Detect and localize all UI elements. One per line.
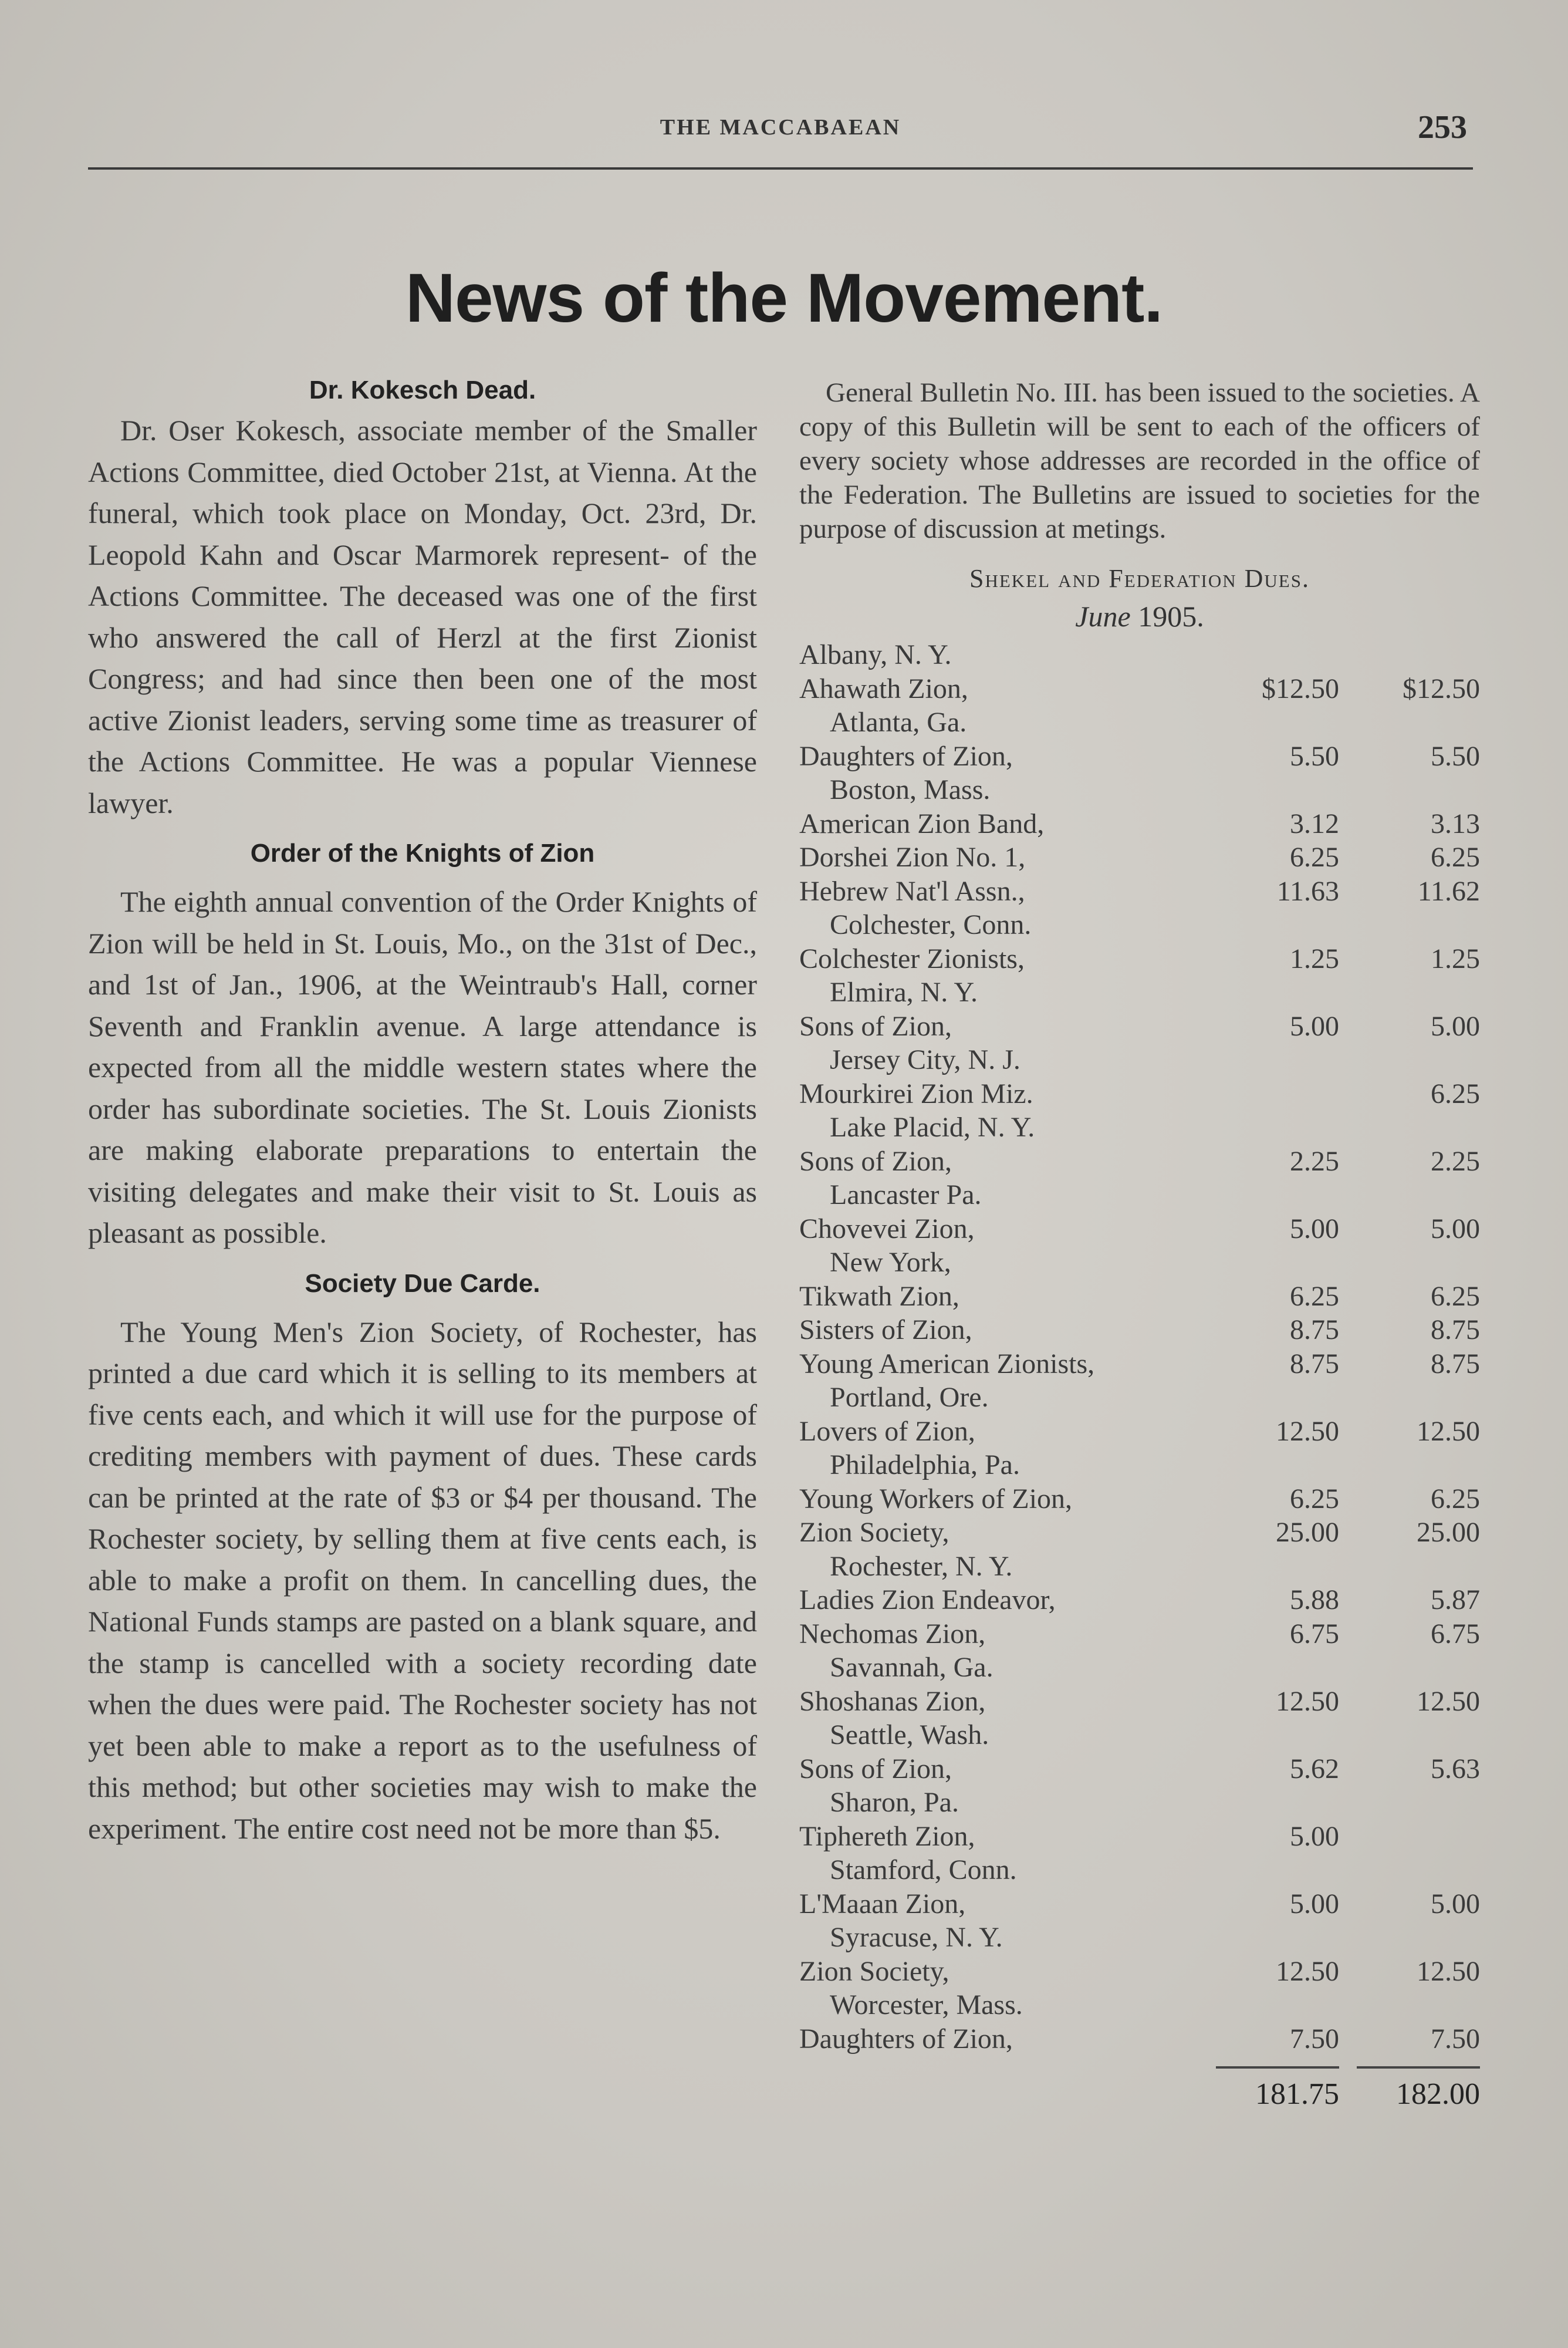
right-column [799, 376, 1480, 2109]
dues-society-row [799, 2022, 1480, 2056]
shekel-amount: 6.75 [1290, 1618, 1339, 1649]
dues-society-row [799, 942, 1480, 976]
federation-amount: 5.50 [1431, 740, 1480, 772]
dues-city-row [799, 1550, 1480, 1584]
city-name: Worcester, Mass. [830, 1989, 1023, 2020]
dues-society-row [799, 1347, 1480, 1381]
section-heading: Order of the Knights of Zion [250, 839, 595, 868]
federation-amount: 5.00 [1431, 1213, 1480, 1244]
dues-city-row [799, 1111, 1480, 1145]
shekel-amount: 5.88 [1290, 1584, 1339, 1615]
society-name: Colchester Zionists, [799, 943, 1025, 974]
running-header [88, 109, 1473, 170]
federation-amount: 12.50 [1417, 1415, 1480, 1447]
section-heading: Dr. Kokesch Dead. [309, 376, 536, 404]
federation-amount: 8.75 [1431, 1348, 1480, 1379]
dues-society-row [799, 1516, 1480, 1550]
dues-table [799, 638, 1480, 2056]
society-name: Nechomas Zion, [799, 1618, 986, 1649]
dues-society-row [799, 1010, 1480, 1044]
dues-society-row [799, 875, 1480, 909]
society-name: L'Maaan Zion, [799, 1888, 966, 1919]
shekel-amount: $12.50 [1262, 673, 1339, 704]
city-name: Colchester, Conn. [830, 909, 1032, 940]
society-name: Sisters of Zion, [799, 1314, 972, 1345]
federation-amount: 6.25 [1431, 1078, 1480, 1109]
city-name: Savannah, Ga. [830, 1652, 993, 1683]
society-name: Sons of Zion, [799, 1010, 952, 1042]
society-name: Chovevei Zion, [799, 1213, 975, 1244]
city-name: Philadelphia, Pa. [830, 1449, 1020, 1480]
federation-amount: 3.13 [1431, 808, 1480, 839]
federation-amount: 11.62 [1417, 875, 1480, 907]
society-name: Tiphereth Zion, [799, 1820, 975, 1852]
federation-amount: 5.00 [1431, 1888, 1480, 1919]
section-heading: Society Due Carde. [305, 1269, 540, 1298]
bulletin-paragraph: General Bulletin No. III. has been issued to the societies. A copy of this Bulletin will be sent to each of the officers of every society whose addresses are recorded in the office of the Federation. The Bulletins are issued to societies for the purpose of discussion at metings. [799, 377, 1480, 544]
city-name: Seattle, Wash. [830, 1719, 989, 1750]
city-name: Portland, Ore. [830, 1382, 989, 1413]
total-rule [1357, 2066, 1480, 2069]
city-name: Jersey City, N. J. [830, 1044, 1020, 1075]
society-name: Dorshei Zion No. 1, [799, 842, 1026, 873]
dues-society-row [799, 1077, 1480, 1111]
total-amount-1: 181.75 [1255, 2077, 1339, 2111]
shekel-amount: 12.50 [1276, 1955, 1339, 1987]
society-name: Zion Society, [799, 1517, 949, 1548]
federation-amount: 6.25 [1431, 842, 1480, 873]
society-name: American Zion Band, [799, 808, 1045, 839]
shekel-amount: 5.00 [1290, 1010, 1339, 1042]
shekel-amount: 8.75 [1290, 1314, 1339, 1345]
federation-amount: 12.50 [1417, 1955, 1480, 1987]
society-name: Ahawath Zion, [799, 673, 968, 704]
dues-city-row [799, 706, 1480, 740]
city-name: Boston, Mass. [830, 774, 991, 805]
society-name: Sons of Zion, [799, 1753, 952, 1784]
society-name: Daughters of Zion, [799, 2023, 1013, 2054]
section-body: Dr. Oser Kokesch, associate member of the Smaller Actions Committee, died October 21st, at Vienna. At the funeral, which took place on Monday, Oct. 23rd, Dr. Leopold Kahn and Oscar Marmorek represent- of the Actions Committee. The deceased was one of the first who answered the call of Herzl at the first Zionist Congress; and had since then been one of the most active Zionist leaders, serving some time as treasurer of the Actions Committee. He was a popular Viennese lawyer. [88, 414, 757, 819]
dues-society-row [799, 1820, 1480, 1854]
running-title: THE MACCABAEAN [660, 115, 901, 140]
dues-city-row [799, 1853, 1480, 1887]
dues-society-row [799, 672, 1480, 706]
dues-society-row [799, 1887, 1480, 1921]
city-name: New York, [830, 1247, 951, 1278]
city-name: Atlanta, Ga. [830, 707, 967, 738]
city-name: Lancaster Pa. [830, 1179, 982, 1210]
dues-city-row [799, 908, 1480, 942]
federation-amount: 5.00 [1431, 1010, 1480, 1042]
article-title: News of the Movement. [405, 259, 1163, 337]
dues-society-row [799, 1212, 1480, 1246]
shekel-amount: 5.62 [1290, 1753, 1339, 1784]
city-name: Lake Placid, N. Y. [830, 1112, 1035, 1143]
shekel-amount: 6.25 [1290, 842, 1339, 873]
dues-date [799, 599, 1480, 633]
federation-amount: 5.87 [1431, 1584, 1480, 1615]
total-amount-2: 182.00 [1396, 2077, 1480, 2111]
dues-society-row [799, 1482, 1480, 1516]
dues-society-row [799, 1752, 1480, 1786]
society-name: Shoshanas Zion, [799, 1685, 986, 1717]
federation-amount: 2.25 [1431, 1145, 1480, 1177]
shekel-amount: 1.25 [1290, 943, 1339, 974]
dues-society-row [799, 1955, 1480, 1989]
dues-society-row [799, 1583, 1480, 1617]
federation-amount: 5.63 [1431, 1753, 1480, 1784]
dues-year: 1905. [1138, 600, 1204, 633]
shekel-amount: 6.25 [1290, 1280, 1339, 1312]
dues-society-row [799, 1617, 1480, 1651]
dues-city-row [799, 976, 1480, 1010]
society-name: Young Workers of Zion, [799, 1483, 1073, 1514]
page-number: 253 [1418, 109, 1467, 146]
dues-city-row [799, 1178, 1480, 1212]
society-name: Sons of Zion, [799, 1145, 952, 1177]
society-name: Hebrew Nat'l Assn., [799, 875, 1025, 907]
dues-city-row [799, 1381, 1480, 1415]
dues-society-row [799, 1313, 1480, 1347]
dues-city-row [799, 1043, 1480, 1077]
dues-society-row [799, 638, 1480, 672]
shekel-amount: 12.50 [1276, 1415, 1339, 1447]
federation-amount: 6.25 [1431, 1280, 1480, 1312]
shekel-amount: 5.50 [1290, 740, 1339, 772]
dues-heading: Shekel and Federation Dues. [969, 564, 1310, 593]
society-name: Young American Zionists, [799, 1348, 1095, 1379]
shekel-amount: 5.00 [1290, 1820, 1339, 1852]
dues-city-row [799, 1246, 1480, 1280]
shekel-amount: 12.50 [1276, 1685, 1339, 1717]
dues-city-row [799, 1786, 1480, 1820]
dues-society-row [799, 1685, 1480, 1719]
federation-amount: $12.50 [1403, 673, 1480, 704]
society-name: Lovers of Zion, [799, 1415, 975, 1447]
city-name: Rochester, N. Y. [830, 1550, 1013, 1582]
shekel-amount: 6.25 [1290, 1483, 1339, 1514]
dues-city-row [799, 1448, 1480, 1482]
society-name: Ladies Zion Endeavor, [799, 1584, 1056, 1615]
dues-city-row [799, 1988, 1480, 2022]
dues-society-row [799, 841, 1480, 875]
shekel-amount: 25.00 [1276, 1517, 1339, 1548]
city-name: Stamford, Conn. [830, 1854, 1017, 1885]
federation-amount: 1.25 [1431, 943, 1480, 974]
shekel-amount: 3.12 [1290, 808, 1339, 839]
federation-amount: 6.75 [1431, 1618, 1480, 1649]
dues-city-row [799, 1921, 1480, 1955]
federation-amount: 6.25 [1431, 1483, 1480, 1514]
shekel-amount: 11.63 [1276, 875, 1339, 907]
dues-city-row [799, 1718, 1480, 1752]
federation-amount: 7.50 [1431, 2023, 1480, 2054]
city-name: Elmira, N. Y. [830, 977, 978, 1008]
shekel-amount: 5.00 [1290, 1888, 1339, 1919]
section-body: The eighth annual convention of the Order Knights of Zion will be held in St. Louis, Mo., on the 31st of Dec., and 1st of Jan., 1906, at the Weintraub's Hall, corner Seventh and Franklin avenue. A large attendance is expected from all the middle western states where the order has subordinate societies. The St. Louis Zionists are making elaborate preparations to entertain the visiting delegates and make their visit to St. Louis as pleasant as possible. [88, 885, 757, 1249]
city-name: Sharon, Pa. [830, 1787, 959, 1818]
shekel-amount: 8.75 [1290, 1348, 1339, 1379]
dues-city-row [799, 773, 1480, 807]
society-name: Albany, N. Y. [799, 639, 952, 670]
federation-amount: 12.50 [1417, 1685, 1480, 1717]
dues-society-row [799, 807, 1480, 841]
city-name: Syracuse, N. Y. [830, 1922, 1003, 1953]
society-name: Zion Society, [799, 1955, 949, 1987]
dues-society-row [799, 1280, 1480, 1314]
society-name: Tikwath Zion, [799, 1280, 959, 1312]
section-body: The Young Men's Zion Society, of Rochester, has printed a due card which it is selling to its members at five cents each, and which it will use for the purpose of crediting members with payment of dues. These cards can be printed at the rate of $3 or $4 per thousand. The Rochester society, by selling them at five cents each, is able to make a profit on them. In cancelling dues, the National Funds stamps are pasted on a blank square, and the stamp is cancelled with a society recording date when the dues were paid. The Rochester society has not yet been able to make a report as to the usefulness of this method; but other societies may wish to make the experiment. The entire cost need not be more than $5. [88, 1315, 757, 1845]
dues-city-row [799, 1651, 1480, 1685]
shekel-amount: 5.00 [1290, 1213, 1339, 1244]
dues-society-row [799, 1145, 1480, 1179]
totals-row [799, 2056, 1480, 2109]
dues-society-row [799, 1415, 1480, 1449]
shekel-amount: 2.25 [1290, 1145, 1339, 1177]
total-rule [1216, 2066, 1339, 2069]
society-name: Mourkirei Zion Miz. [799, 1078, 1033, 1109]
federation-amount: 25.00 [1417, 1517, 1480, 1548]
federation-amount: 8.75 [1431, 1314, 1480, 1345]
dues-society-row [799, 740, 1480, 774]
left-column [88, 376, 757, 1849]
society-name: Daughters of Zion, [799, 740, 1013, 772]
dues-month: June [1075, 600, 1131, 633]
shekel-amount: 7.50 [1290, 2023, 1339, 2054]
